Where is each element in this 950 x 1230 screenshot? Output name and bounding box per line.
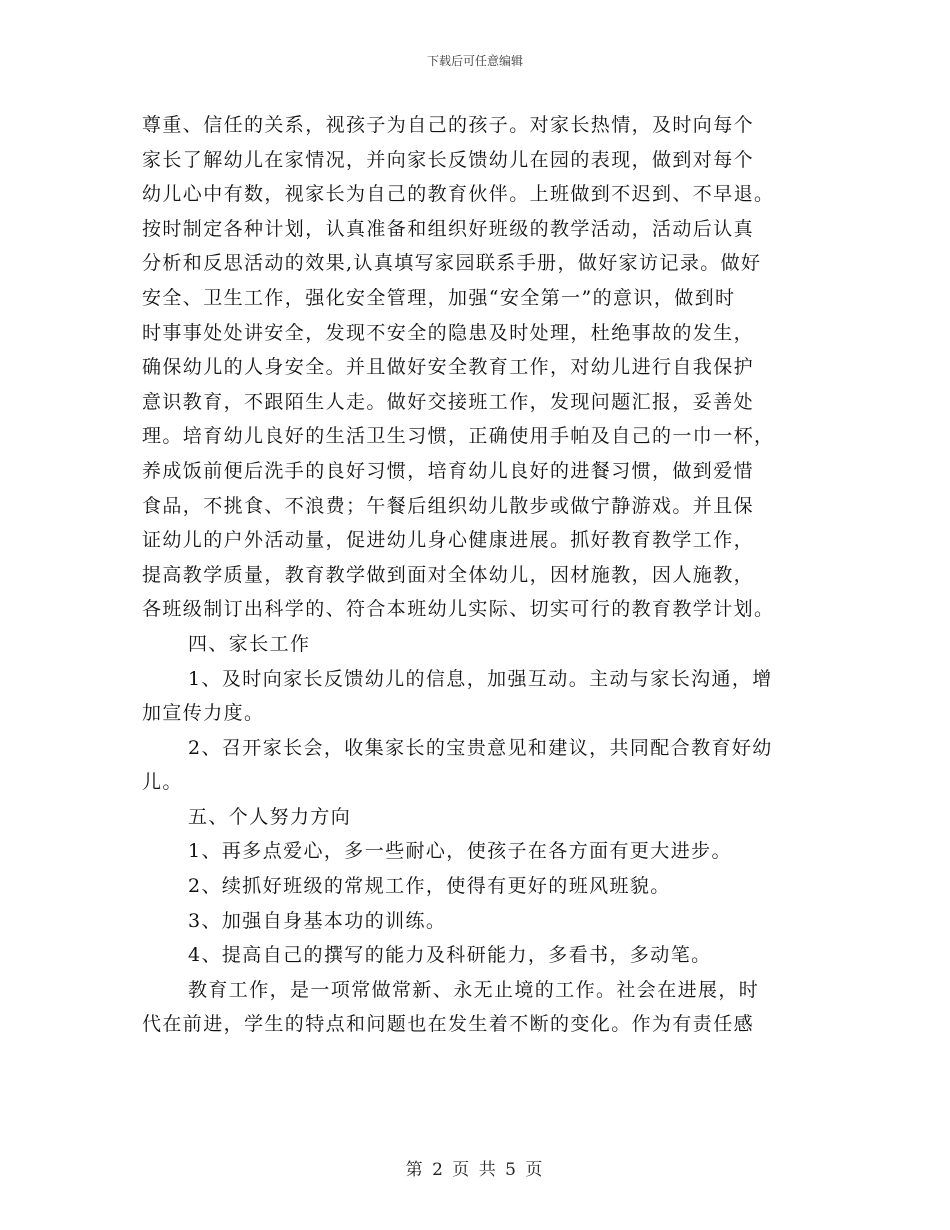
text-line: 各班级制订出科学的、符合本班幼儿实际、切实可行的教育教学计划。	[142, 598, 775, 621]
text-line: 尊重、信任的关系，视孩子为自己的孩子。对家长热情，及时向每个	[142, 114, 755, 136]
text-line: 幼儿心中有数，视家长为自己的教育伙伴。上班做到不迟到、不早退。	[142, 183, 775, 206]
text-line: 加宣传力度。	[142, 702, 265, 725]
text-line: 教育工作，是一项常做常新、永无止境的工作。社会在进展，时	[188, 978, 760, 1001]
text-line: 分析和反思活动的效果,认真填写家园联系手册，做好家访记录。做好	[142, 252, 762, 275]
text-line: 代在前进，学生的特点和问题也在发生着不断的变化。作为有责任感	[142, 1013, 755, 1036]
document-body	[142, 108, 810, 1042]
text-line: 3、加强自身基本功的训练。	[188, 909, 447, 932]
text-line: 提高教学质量，教育教学做到面对全体幼儿，因材施教，因人施教，	[142, 563, 755, 586]
text-line: 安全、卫生工作，强化安全管理，加强“安全第一”的意识，做到时	[142, 286, 736, 309]
text-line: 2、召开家长会，收集家长的宝贵意见和建议，共同配合教育好幼	[188, 736, 773, 759]
text-line: 四、家长工作	[188, 632, 311, 655]
text-line: 食品，不挑食、不浪费；午餐后组织幼儿散步或做宁静游戏。并且保	[142, 494, 755, 517]
page-header: 下载后可任意编辑	[426, 54, 523, 68]
text-line: 五、个人努力方向	[188, 805, 352, 828]
text-line: 4、提高自己的撰写的能力及科研能力，多看书，多动笔。	[188, 944, 712, 967]
text-line: 1、及时向家长反馈幼儿的信息，加强互动。主动与家长沟通，增	[188, 667, 773, 690]
page-footer: 第 2 页 共 5 页	[405, 1160, 545, 1180]
text-line: 证幼儿的户外活动量，促进幼儿身心健康进展。抓好教育教学工作，	[142, 529, 755, 552]
text-line: 时事事处处讲安全，发现不安全的隐患及时处理，杜绝事故的发生，	[142, 321, 755, 344]
text-line: 儿。	[142, 771, 183, 794]
text-line: 按时制定各种计划，认真准备和组织好班级的教学活动，活动后认真	[142, 217, 755, 240]
text-line: 确保幼儿的人身安全。并且做好安全教育工作，对幼儿进行自我保护	[142, 356, 755, 379]
text-line: 2、续抓好班级的常规工作，使得有更好的班风班貌。	[188, 875, 671, 898]
text-line: 养成饭前便后洗手的良好习惯，培育幼儿良好的进餐习惯，做到爱惜	[142, 459, 755, 482]
text-line: 家长了解幼儿在家情况，并向家长反馈幼儿在园的表现，做到对每个	[142, 148, 755, 171]
text-line: 1、再多点爱心，多一些耐心，使孩子在各方面有更大进步。	[188, 840, 732, 863]
text-line: 意识教育，不跟陌生人走。做好交接班工作，发现问题汇报，妥善处	[142, 390, 755, 413]
text-line: 理。培育幼儿良好的生活卫生习惯，正确使用手帕及自己的一巾一杯，	[142, 425, 775, 448]
